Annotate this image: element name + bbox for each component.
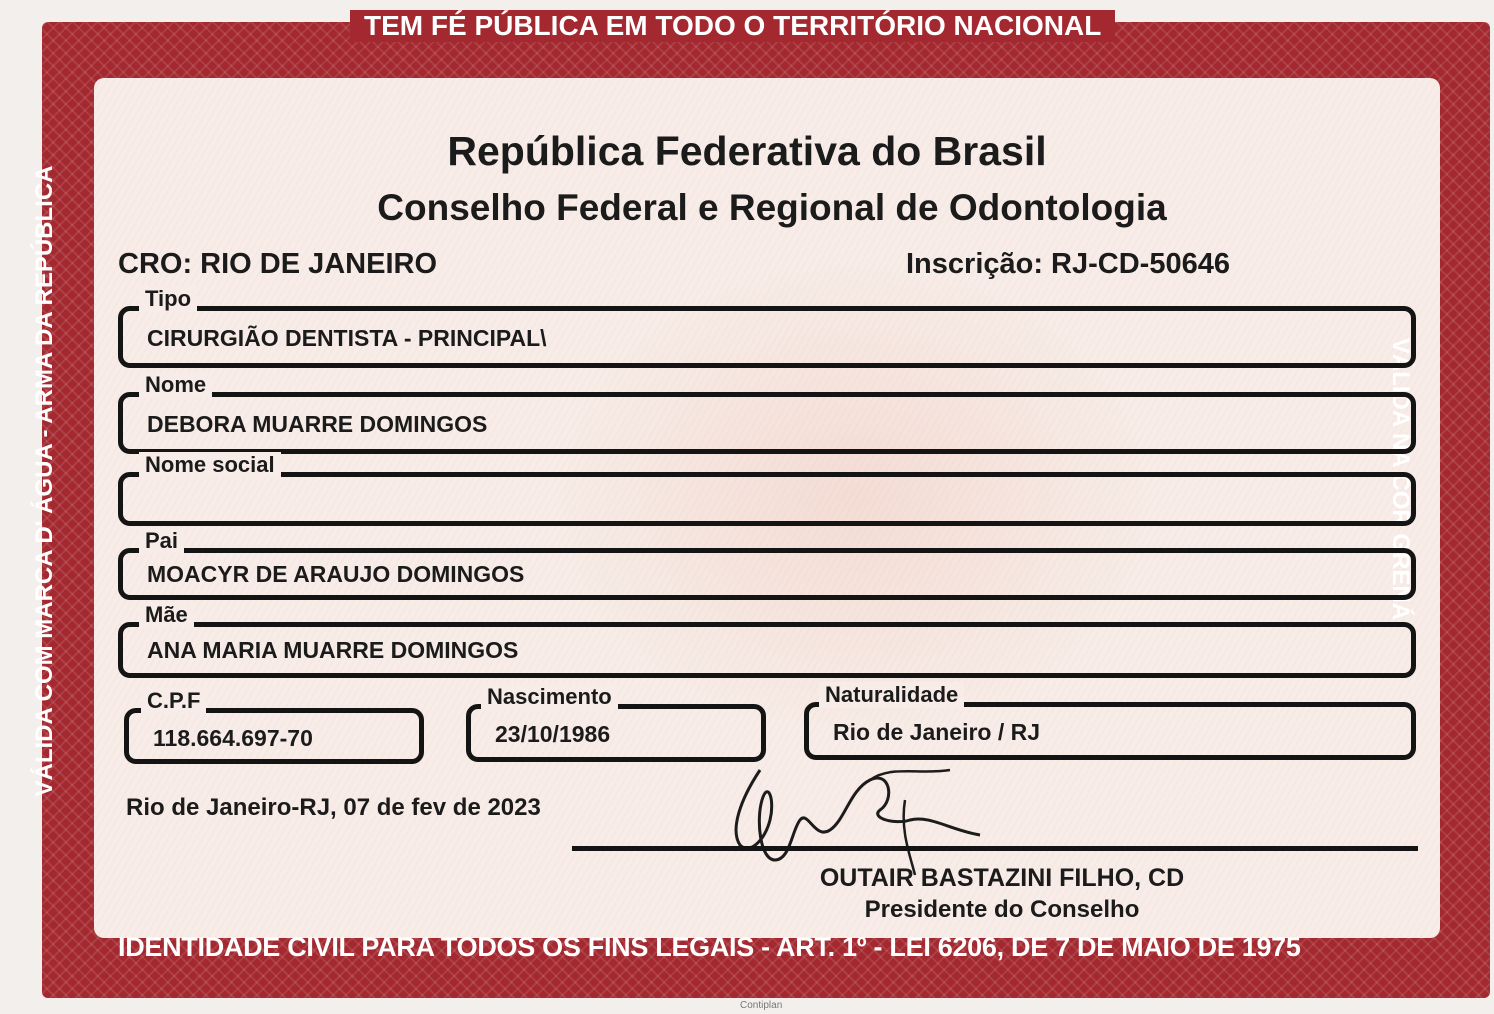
field-nome-label: Nome (139, 372, 212, 398)
printer-mark: Contiplan (740, 1000, 783, 1011)
field-pai-label: Pai (139, 528, 184, 554)
field-pai (118, 528, 1416, 600)
field-mae-value: ANA MARIA MUARRE DOMINGOS (147, 637, 519, 663)
field-cpf-value: 118.664.697-70 (153, 725, 313, 751)
field-nascimento-value: 23/10/1986 (495, 721, 611, 747)
field-tipo-label: Tipo (139, 286, 197, 312)
border-left-text: VÁLIDA COM MARCA D' ÁGUA - ARMA DA REPÚBLICA (31, 165, 58, 797)
field-mae-label: Mãe (139, 602, 194, 628)
field-tipo-value: CIRURGIÃO DENTISTA - PRINCIPAL\ (147, 325, 547, 351)
cro-region: CRO: RIO DE JANEIRO (118, 248, 438, 280)
registration-number: Inscrição: RJ-CD-50646 (906, 248, 1230, 280)
signatory-title: Presidente do Conselho (864, 896, 1140, 923)
signature-line (572, 846, 1418, 851)
field-nome-value: DEBORA MUARRE DOMINGOS (147, 411, 488, 437)
field-mae (118, 602, 1416, 678)
field-naturalidade-label: Naturalidade (819, 682, 964, 708)
document-subtitle: Conselho Federal e Regional de Odontologia (377, 187, 1167, 228)
field-tipo (118, 286, 1416, 368)
field-cpf-label: C.P.F (141, 688, 206, 714)
document-title: República Federativa do Brasil (447, 128, 1047, 174)
issue-place-date: Rio de Janeiro-RJ, 07 de fev de 2023 (126, 794, 541, 821)
field-nascimento-label: Nascimento (481, 684, 618, 710)
field-nome-social-label: Nome social (139, 452, 281, 478)
field-nome (118, 372, 1416, 454)
field-naturalidade (804, 682, 1416, 760)
field-nascimento (466, 684, 766, 762)
field-nome-social (118, 452, 1416, 526)
signature-scribble (720, 760, 1010, 880)
border-bottom-text: IDENTIDADE CIVIL PARA TODOS OS FINS LEGAIS - ART. 1º - LEI 6206, DE 7 DE MAIO DE 1975 (118, 932, 1301, 962)
field-pai-value: MOACYR DE ARAUJO DOMINGOS (147, 561, 525, 587)
field-naturalidade-value: Rio de Janeiro / RJ (833, 719, 1041, 745)
border-right-text: VÁLIDA NA COR GRENÁ (1387, 337, 1414, 621)
field-cpf (124, 688, 424, 764)
signatory-name: OUTAIR BASTAZINI FILHO, CD (819, 864, 1185, 892)
border-top-text: TEM FÉ PÚBLICA EM TODO O TERRITÓRIO NACIONAL (350, 10, 1115, 42)
